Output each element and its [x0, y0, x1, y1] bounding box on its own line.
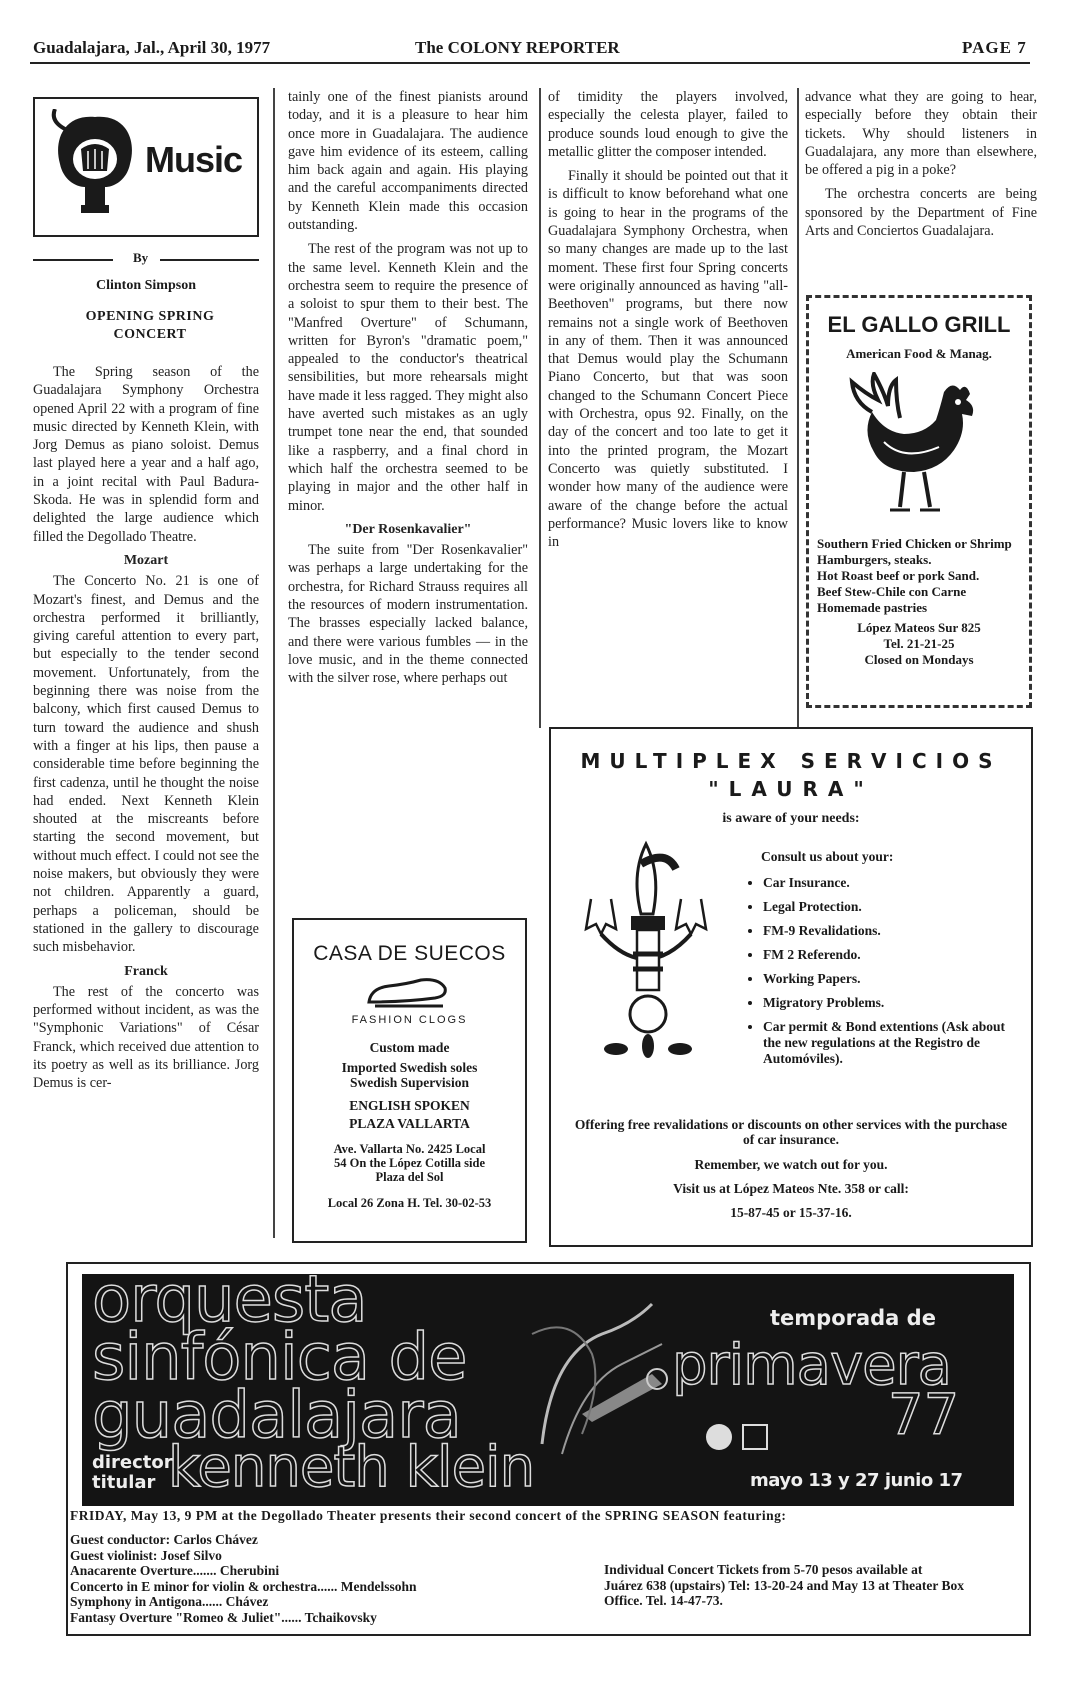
header-rule	[30, 62, 1030, 64]
director-label: titular	[92, 1472, 156, 1493]
program-intro: FRIDAY, May 13, 9 PM at the Degollado Theater presents their second concert of the SPRING SEASON featuring:	[70, 1508, 787, 1523]
ad-subtitle: American Food & Manag.	[846, 346, 992, 361]
article-column-4	[805, 88, 1037, 246]
ad-line: Imported Swedish soles	[341, 1060, 478, 1075]
director-name: kenneth klein	[168, 1435, 535, 1500]
clog-icon	[365, 974, 455, 1010]
ad-address: 54 On the López Cotilla side	[333, 1156, 486, 1170]
ad-phone: Tel. 21-21-25	[883, 636, 955, 651]
banner-line: sinfónica de	[92, 1321, 467, 1395]
menu-item: Homemade pastries	[817, 600, 928, 615]
program-line: Concerto in E minor for violin & orchestra...... Mendelssohn	[70, 1578, 417, 1594]
program-line: Anacarente Overture....... Cherubini	[70, 1563, 280, 1578]
trumpet-figure-icon	[522, 1294, 672, 1464]
concert-dates: mayo 13 y 27 junio 17	[750, 1470, 963, 1491]
service-item: • Car Insurance.	[763, 875, 1023, 891]
menu-list	[817, 536, 1029, 616]
rooster-icon	[844, 372, 994, 522]
service-item: • Working Papers.	[763, 971, 1023, 987]
sponsor-logo-icon	[742, 1424, 768, 1450]
ad-offer: Offering free revalidations or discounts on other services with the purchase of car insurance.	[574, 1117, 1008, 1147]
program-line: Symphony in Antigona...... Chávez	[70, 1594, 269, 1609]
ad-tagline: is aware of your needs:	[722, 811, 860, 826]
program-line: Guest violinist: Josef Silvo	[70, 1547, 222, 1563]
paragraph: The Spring season of the Guadalajara Symphony Orchestra opened April 22 with a program of fine music directed by Kenneth Klein, with Jorg Demus as piano soloist. Demus last played here a year and a half ago, in a joint recital with Paul Badura-Skoda. He was in splendid form and delighted the large audience which filled the Degollado Theatre.	[33, 364, 259, 545]
orchestra-banner	[82, 1274, 1014, 1506]
ad-hours: Closed on Mondays	[864, 652, 974, 667]
subheading: Mozart	[123, 552, 169, 568]
ad-tagline: FASHION CLOGS	[351, 1014, 468, 1026]
article-column-1	[33, 363, 259, 1099]
menu-item: Beef Stew-Chile con Carne	[817, 584, 967, 599]
byline-rule-left	[33, 259, 113, 261]
ad-phone: Local 26 Zona H. Tel. 30-02-53	[327, 1196, 492, 1210]
ad-line: ENGLISH SPOKEN	[349, 1098, 470, 1113]
ad-address: Plaza del Sol	[375, 1170, 444, 1184]
service-item: • Legal Protection.	[763, 899, 1023, 915]
services-list	[747, 869, 1023, 1067]
paragraph: The rest of the program was not up to the same level. Kenneth Klein and the orchestra seem to require the presence of a soloist to spur them to their best. The "Manfred Overture" of Schumann, written for Byron's "dramatic poem," appealed to the conductor's theatrical sensibilities, but more rehearsals might have made it less ragged. They might also have averted such mistakes as an ugly trumpet tone near the end, that sounded like a raspberry, and a final chord in which half the orchestra seemed to be playing in major and the other half in minor.	[288, 241, 528, 514]
paragraph: of timidity the players involved, especially the celesta player, failed to produce sounds loud enough to give the metallic glitter the composer intended.	[548, 89, 788, 160]
newspaper-name: The COLONY REPORTER	[415, 38, 620, 57]
column-rule	[273, 88, 275, 1238]
column-rule	[797, 88, 799, 728]
ad-address: López Mateos Sur 825	[857, 620, 981, 635]
menu-item: Southern Fried Chicken or Shrimp	[817, 536, 1012, 551]
column-title: Music	[145, 139, 243, 180]
subheading: Franck	[124, 963, 168, 979]
page-number: PAGE 7	[962, 38, 1027, 57]
paragraph: advance what they are going to hear, especially before they obtain their tickets. Why should listeners in Guadalajara, any more than elsewhere, be offered a pig in a poke?	[805, 89, 1037, 179]
paragraph: The rest of the concerto was performed without incident, as was the "Symphonic Variations" of César Franck, which received due attention to its poetry as well as its brilliance. Jorg Demus is cer-	[33, 983, 259, 1092]
byline-by: By	[133, 250, 149, 265]
consult-label: Consult us about your:	[761, 849, 894, 864]
ticket-info: Individual Concert Tickets from 5-70 pesos available at Juárez 638 (upstairs) Tel: 13-20-24 and May 13 at Theater Box Office. Tel. 14-47-73.	[604, 1562, 964, 1608]
headline: OPENING SPRING CONCERT	[85, 309, 215, 342]
ad-title: CASA DE SUECOS	[313, 942, 506, 965]
ad-title: MULTIPLEX SERVICIOS	[580, 749, 1002, 773]
service-item: • FM-9 Revalidations.	[763, 923, 1023, 939]
orchestra-concert-ad	[66, 1262, 1031, 1636]
banner-line: orquesta	[92, 1274, 367, 1337]
season-label: temporada de	[770, 1306, 936, 1330]
el-gallo-grill-ad	[806, 295, 1032, 708]
service-item: • FM 2 Referendo.	[763, 947, 1023, 963]
ad-line: PLAZA VALLARTA	[349, 1116, 470, 1131]
multiplex-servicios-ad	[549, 727, 1033, 1247]
ad-phones: 15-87-45 or 15-37-16.	[730, 1205, 852, 1220]
lyre-logo-icon	[45, 109, 145, 219]
article-column-2	[288, 88, 528, 694]
paragraph: Finally it should be pointed out that it is difficult to know beforehand what one is going to hear in the programs of the Guadalajara Symphony Orchestra, when so many changes are made up to the last moment. These first four Spring concerts were originally announced as having "all-Beethoven" programs, but there now remains not a single work of Beethoven in any of them. Then it was announced that Demus would play the Schumann Piano Concerto, but that was soon changed to the Schumann Concert Piece with Orchestra, opus 92. Finally, on the day of the concert and too late to get it into the printed program, the Mozart Concerto was quietly substituted. I wonder how many of the audience were aware of the change before the actual performance? Music lovers like to know in	[548, 168, 788, 551]
banner-line: guadalajara	[92, 1379, 461, 1453]
subheading: "Der Rosenkavalier"	[344, 521, 472, 537]
season-word: primavera	[672, 1333, 951, 1398]
ad-line: Custom made	[369, 1040, 450, 1055]
menu-item: Hamburgers, steaks.	[817, 552, 932, 567]
sponsor-logo-icon	[706, 1424, 732, 1450]
menu-item: Hot Roast beef or pork Sand.	[817, 568, 980, 583]
column-rule	[539, 88, 541, 728]
ad-line: Swedish Supervision	[350, 1075, 469, 1090]
ad-visit: Visit us at López Mateos Nte. 358 or call:	[673, 1181, 909, 1196]
ad-name: "LAURA"	[708, 777, 874, 801]
program-details	[70, 1532, 590, 1625]
service-item: • Car permit & Bond extentions (Ask about the new regulations at the Registro de Automóviles).	[763, 1019, 1023, 1067]
program-line: Fantasy Overture "Romeo & Juliet"...... Tchaikovsky	[70, 1609, 377, 1625]
torch-emblem-icon	[571, 834, 721, 1064]
byline-author: Clinton Simpson	[96, 278, 196, 293]
byline-rule-right	[160, 259, 259, 261]
ad-title: EL GALLO GRILL	[827, 312, 1011, 337]
paragraph: The orchestra concerts are being sponsored by the Department of Fine Arts and Conciertos Guadalajara.	[805, 186, 1037, 240]
music-column-box	[33, 97, 259, 237]
paragraph: tainly one of the finest pianists around today, and it is a pleasure to hear him once more in Guadalajara. The audience gave him evidence of its esteem, calling him back again and again. His playing and the careful accompaniments directed by Kenneth Klein made this occasion outstanding.	[288, 89, 528, 234]
director-label: director	[92, 1452, 173, 1473]
paragraph: The suite from "Der Rosenkavalier" was perhaps a large undertaking for the orchestra, for Richard Strauss requires all the resources of modern instrumentation. The brasses especially lacked balance, and there were various fumbles — in the love music, and in the theme connected with the silver rose, where perhaps out	[288, 542, 528, 687]
season-year: 77	[888, 1383, 960, 1448]
ad-remember: Remember, we watch out for you.	[694, 1157, 888, 1172]
article-column-3	[548, 88, 788, 557]
service-item: • Migratory Problems.	[763, 995, 1023, 1011]
paragraph: The Concerto No. 21 is one of Mozart's finest, and Demus and the orchestra performed it brilliantly, giving careful attention to every part, but especially to the tender second movement. Unfortunately, from the beginning there was noise from the balcony, which first caused Demus to turn toward the audience and shush with a finger at his lips, then pause a considerable time before beginning the first cadenza, until he thought the noise had ended. Next Kenneth Klein shouted at the miscreants before starting the second movement, but without much effect. I could not see the noise makers, but obviously they were not children. Apparently a guard, perhaps a policeman, should be stationed in the gallery to discourage such misbehavior.	[33, 573, 259, 956]
ad-address: Ave. Vallarta No. 2425 Local	[333, 1142, 486, 1156]
program-line: Guest conductor: Carlos Chávez	[70, 1532, 258, 1547]
casa-de-suecos-ad	[292, 918, 527, 1243]
dateline: Guadalajara, Jal., April 30, 1977	[33, 38, 271, 57]
